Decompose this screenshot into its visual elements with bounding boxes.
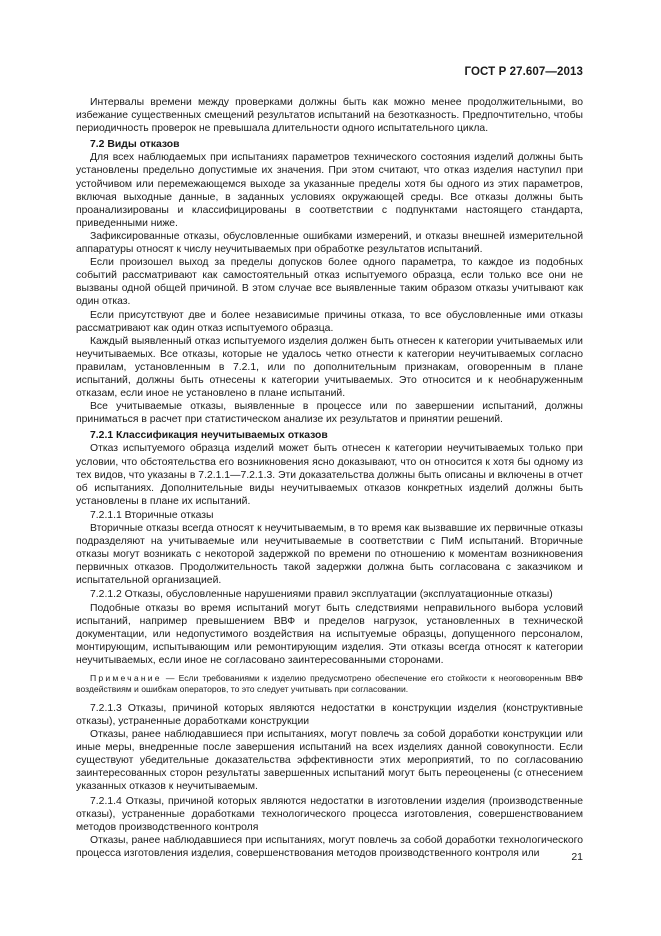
paragraph: Для всех наблюдаемых при испытаниях параметров технического состояния изделий должны быть установлены предельно допустимые их значения. При этом считают, что отказ изделия наступил при устойчивом или перемежающемся выходе за указанные пределы хотя бы одного из этих параметров, включая выходные данные, в заданных условиях окружающей среды. Все отказы должны быть проанализированы и классифицированы в соответствии с подпунктами настоящего стандарта, приведенными ниже. [76,152,583,229]
paragraph: Отказ испытуемого образца изделий может быть отнесен к категории неучитываемых только при условии, что обстоятельства его возникновения ясно доказывают, что он относится к хотя бы одному из тех видов, что указаны в 7.2.1.1—7.2.1.3. Эти доказательства должны быть описаны и включены в отчет об испытаниях. Дополнительные виды неучитываемых отказов конкретных изделий должны быть установлены в плане их испытаний. [76,443,583,507]
paragraph: Каждый выявленный отказ испытуемого изделия должен быть отнесен к категории учитываемых или неучитываемых. Все отказы, которые не удалось четко отнести к категории неучитываемых согласно правилам, установленным в 7.2.1, или по дополнительным признакам, оговоренным в плане испытаний, должны быть отнесены к категории учитываемых. Это относится и к необнаруженным отказам, если иное не установлено в плане испытаний. [76,335,583,400]
document-body [76,96,583,860]
subsection-heading-7-2-1-4: 7.2.1.4 Отказы, причиной которых являются недостатки в изготовлении изделия (производственные отказы), устраненные доработками технологического процесса изготовления, совершенствованием методов производственного контроля [76,795,583,833]
note-label: Примечание [90,673,162,684]
paragraph: Вторичные отказы всегда относят к неучитываемым, в то время как вызвавшие их первичные отказы подразделяют на учитываемые или неучитываемые в соответствии с ПиМ испытаний. Вторичные отказы могут возникать с некоторой задержкой по времени по отношению к моментам возникновения первичных отказов. Продолжительность такой задержки должна быть согласована с заказчиком и испытательной организацией. [76,523,583,587]
subsection-heading-7-2-1-3: 7.2.1.3 Отказы, причиной которых являются недостатки в конструкции изделия (конструктивные отказы), устраненные доработками конструкции [76,702,583,727]
section-heading-7-2-1: 7.2.1 Классификация неучитываемых отказов [90,430,328,442]
paragraph: Если присутствуют две и более независимые причины отказа, то все обусловленные ими отказы рассматривают как один отказ испытуемого образца. [76,309,583,334]
paragraph: Отказы, ранее наблюдавшиеся при испытаниях, могут повлечь за собой доработки конструкции или иные меры, внедренные после завершения испытаний на всех изделиях данной совокупности. Если существуют убедительные доказательства эффективности этих мероприятий, то по согласованию заинтересованных сторон результаты завершенных испытаний могут быть переоценены (с отнесением указанных отказов к неучитываемым. [76,729,583,793]
subsection-heading-7-2-1-1: 7.2.1.1 Вторичные отказы [90,509,214,521]
subsection-heading-7-2-1-2: 7.2.1.2 Отказы, обусловленные нарушениями правил эксплуатации (эксплуатационные отказы) [90,589,553,601]
paragraph: Отказы, ранее наблюдавшиеся при испытаниях, могут повлечь за собой доработки технологического процесса изготовления изделия, совершенствования методов производственного контроля или [76,834,583,859]
note [76,673,583,696]
note-text: — Если требованиями к изделию предусмотрено обеспечение его стойкости к неоговоренным ВВФ воздействиям и ошибкам операторов, то это следует учитывать при согласовании. [76,673,583,695]
page-number: 21 [571,851,583,863]
section-heading-7-2: 7.2 Виды отказов [90,139,180,151]
paragraph: Все учитываемые отказы, выявленные в процессе или по завершении испытаний, должны приниматься в расчет при статистическом анализе их результатов и принятии решений. [76,401,583,426]
paragraph: Зафиксированные отказы, обусловленные ошибками измерений, и отказы внешней измерительной аппаратуры относят к числу неучитываемых при обработке результатов испытаний. [76,230,583,256]
document-header: ГОСТ Р 27.607—2013 [464,66,583,78]
paragraph: Интервалы времени между проверками должны быть как можно менее продолжительными, во избежание существенных смещений результатов испытаний на безотказность. Предпочтительно, чтобы периодичность проверок не превышала длительности одного испытательного цикла. [76,97,583,135]
paragraph: Подобные отказы во время испытаний могут быть следствиями неправильного выбора условий испытаний, например превышением ВВФ и пределов нагрузок, установленных в технической документации, или недопустимого воздействия на испытуемые образцы, допущенного персоналом, монтирующим, испытывающим или ремонтирующим изделия. Эти отказы всегда относят к категории неучитываемых, если иное не согласовано заинтересованными сторонами. [76,602,583,666]
paragraph: Если произошел выход за пределы допусков более одного параметра, то каждое из подобных событий рассматривают как самостоятельный отказ испытуемого образца, если только все они не вызваны одной общей причиной. В этом случае все выявленные таким образом отказы учитывают как один отказ. [76,257,583,308]
